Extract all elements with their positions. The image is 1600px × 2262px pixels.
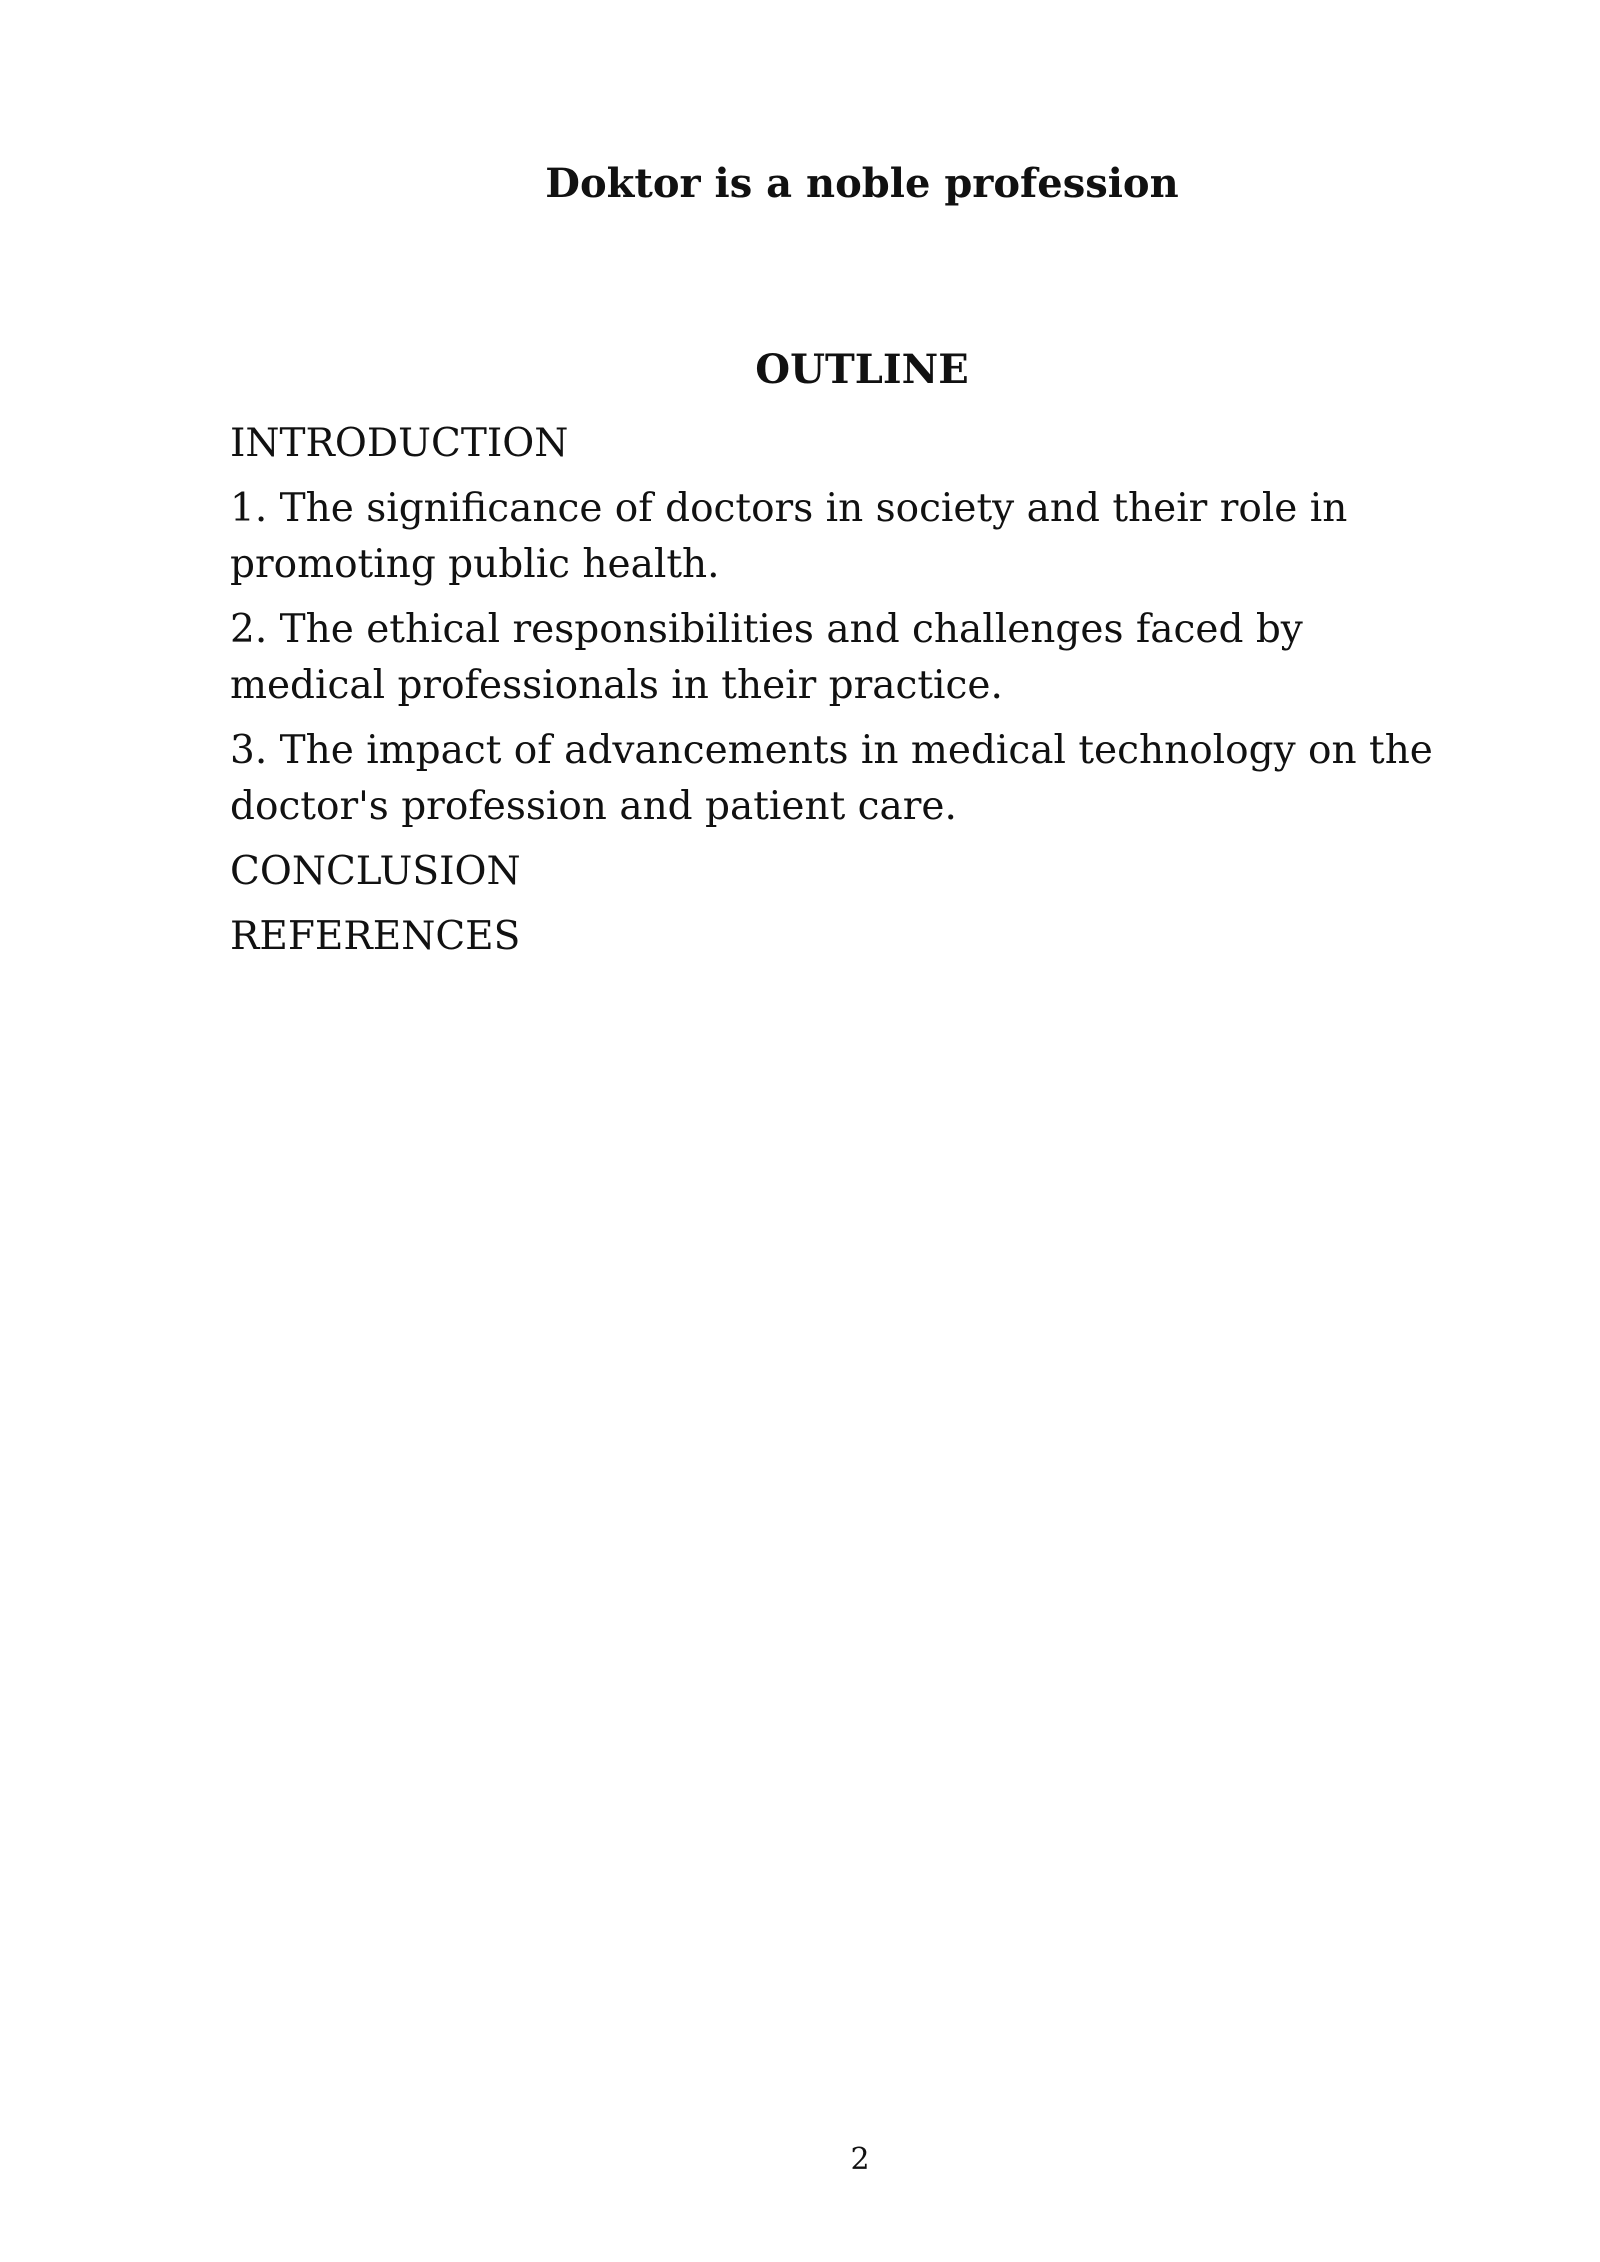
page-number: 2 [850, 2142, 870, 2177]
outline-item-references: REFERENCES [230, 914, 521, 959]
outline-list [230, 416, 1460, 974]
outline-item-2: 2. The ethical responsibilities and challenges faced by medical professionals in their practice. [230, 607, 1303, 708]
outline-heading: OUTLINE [755, 346, 969, 393]
outline-item-conclusion: CONCLUSION [230, 849, 521, 894]
outline-item-introduction: INTRODUCTION [230, 421, 569, 466]
document-title: Doktor is a noble profession [545, 160, 1179, 207]
outline-item-3: 3. The impact of advancements in medical technology on the doctor's profession and patient care. [230, 728, 1433, 829]
outline-item-1: 1. The significance of doctors in society and their role in promoting public health. [230, 486, 1348, 587]
